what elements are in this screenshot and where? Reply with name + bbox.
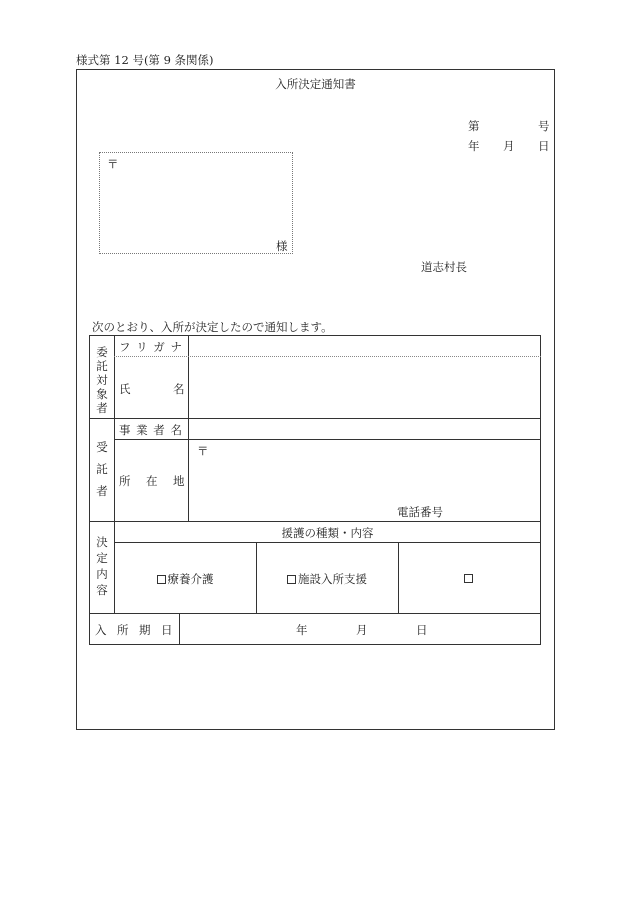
document-title: 入所決定通知書 (275, 77, 356, 91)
option-2-label: 施設入所支援 (298, 572, 367, 586)
issuer-name: 道志村長 (421, 260, 467, 274)
doc-no-prefix: 第 (468, 119, 480, 133)
name-label-2: 名 (173, 382, 185, 396)
admission-label-4: 日 (161, 623, 173, 637)
business-name-field[interactable] (192, 422, 538, 438)
option-other[interactable] (398, 571, 540, 585)
form-number: 様式第 12 号(第 9 条関係) (76, 53, 214, 67)
furigana-label: フ リ ガ ナ (119, 340, 183, 354)
option-1-checkbox[interactable] (157, 575, 166, 584)
option-shisetsu-nyusho[interactable] (256, 571, 398, 587)
decision-section-label: 決 定 内 容 (96, 535, 108, 597)
intro-text: 次のとおり、入所が決定したので通知します。 (92, 320, 333, 334)
location-label-1: 所 (119, 474, 131, 488)
name-label-1: 氏 (119, 382, 131, 396)
admission-label-3: 期 (139, 623, 151, 637)
doc-no-suffix: 号 (538, 119, 550, 133)
admission-year: 年 (296, 623, 308, 637)
option-2-checkbox[interactable] (287, 575, 296, 584)
subject-section-label: 委 託 対 象 者 (96, 345, 108, 415)
phone-label: 電話番号 (397, 505, 443, 519)
date-month: 月 (503, 139, 515, 153)
admission-day: 日 (416, 623, 428, 637)
furigana-field[interactable] (192, 339, 538, 355)
location-field[interactable] (210, 443, 538, 499)
location-label-3: 地 (173, 474, 185, 488)
option-ryoyo-kaigo[interactable] (114, 571, 256, 587)
admission-month: 月 (356, 623, 368, 637)
recipient-address-box (99, 152, 293, 254)
location-label-2: 在 (146, 474, 158, 488)
business-name-label: 事 業 者 名 (119, 423, 183, 437)
decision-header: 援護の種類・内容 (281, 526, 374, 540)
postal-mark: 〒 (107, 157, 119, 171)
name-field[interactable] (192, 358, 538, 416)
contractor-section-label: 受 託 者 (96, 440, 108, 498)
option-3-checkbox[interactable] (464, 574, 473, 583)
contractor-postal-mark: 〒 (197, 444, 209, 458)
option-1-label: 療養介護 (167, 572, 214, 586)
admission-label-2: 所 (117, 623, 129, 637)
date-day: 日 (538, 139, 550, 153)
admission-label-1: 入 (95, 623, 107, 637)
honorific-sama: 様 (276, 239, 288, 253)
date-year: 年 (468, 139, 480, 153)
